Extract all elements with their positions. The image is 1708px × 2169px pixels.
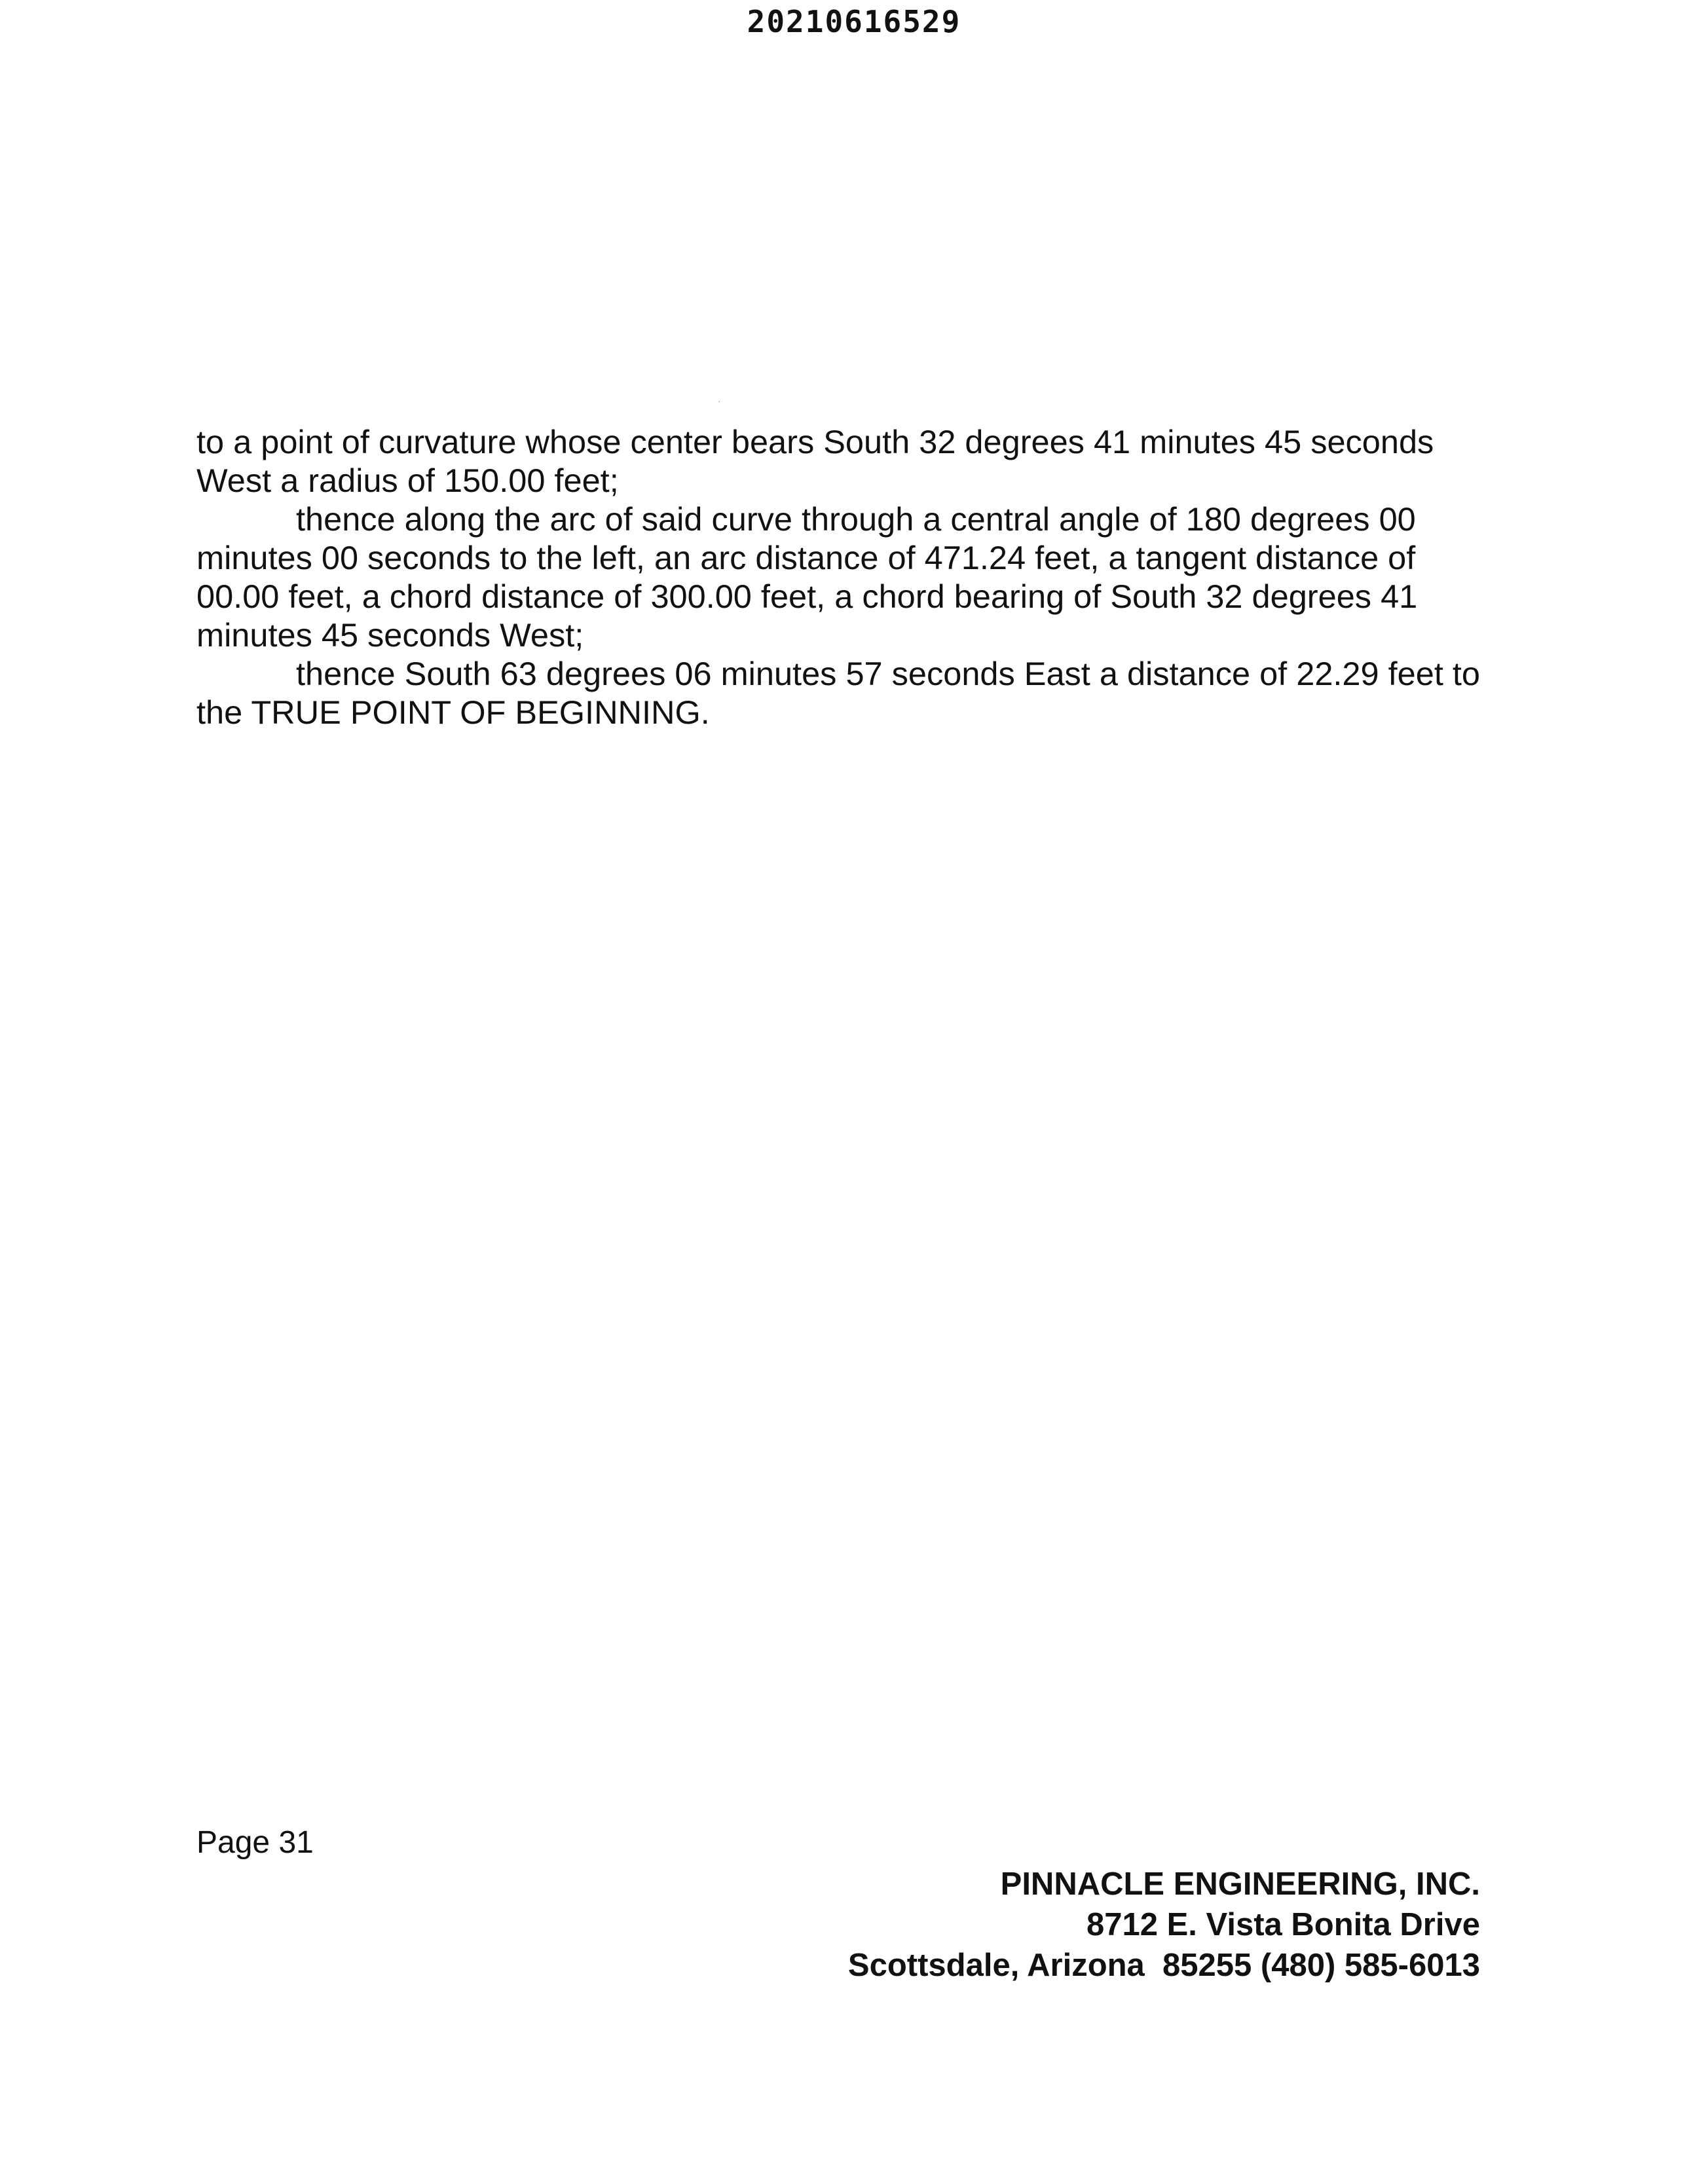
scan-speck-mark: · — [718, 396, 721, 406]
legal-description-line: thence South 63 degrees 06 minutes 57 seconds East a distance of 22.29 feet to — [296, 655, 1481, 692]
firm-street-address: 8712 E. Vista Bonita Drive — [1086, 1907, 1480, 1942]
legal-description-line: minutes 45 seconds West; — [196, 616, 584, 654]
page-number: Page 31 — [196, 1825, 314, 1860]
firm-name: PINNACLE ENGINEERING, INC. — [1000, 1866, 1480, 1902]
firm-address-block — [848, 1864, 1480, 1986]
legal-description-line: the TRUE POINT OF BEGINNING. — [196, 694, 710, 731]
document-number: 20210616529 — [747, 4, 961, 39]
legal-description-line: minutes 00 seconds to the left, an arc distance of 471.24 feet, a tangent distance of — [196, 539, 1416, 576]
legal-description-line: 00.00 feet, a chord distance of 300.00 feet, a chord bearing of South 32 degrees 41 — [196, 578, 1418, 615]
firm-city-phone: Scottsdale, Arizona 85255 (480) 585-6013 — [847, 1948, 1480, 1983]
legal-description-line: thence along the arc of said curve through a central angle of 180 degrees 00 — [296, 500, 1416, 538]
legal-description-text — [196, 422, 1506, 732]
legal-description-line: to a point of curvature whose center bears South 32 degrees 41 minutes 45 seconds — [196, 423, 1434, 460]
legal-description-line: West a radius of 150.00 feet; — [196, 462, 619, 499]
